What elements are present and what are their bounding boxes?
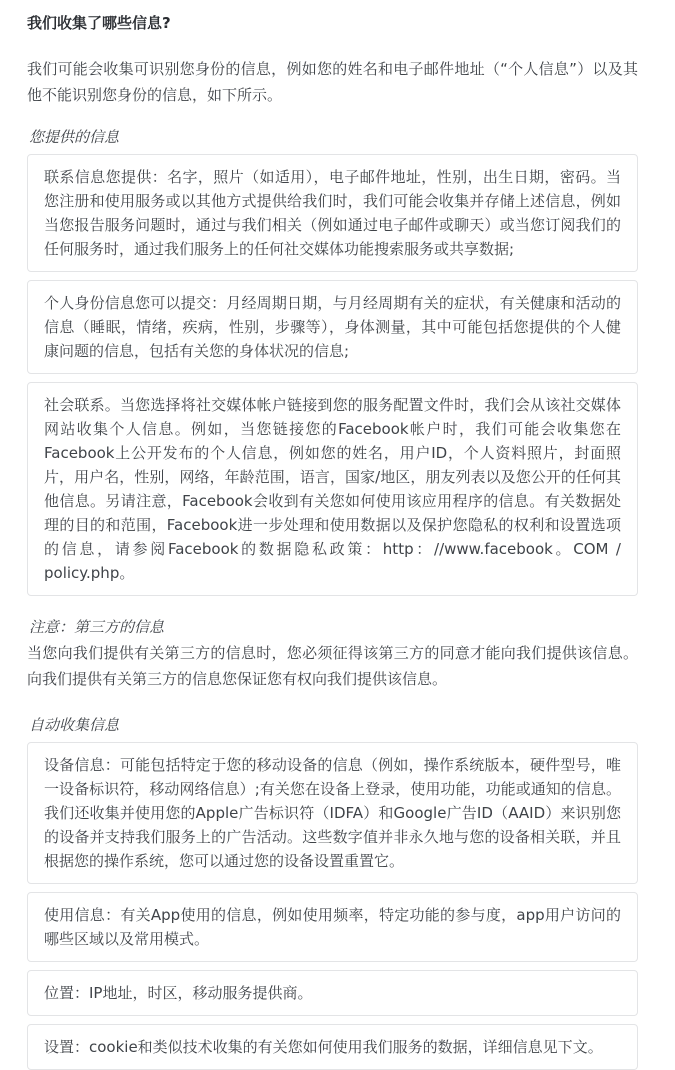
section-heading-information-you-provide: 您提供的信息 [29, 128, 120, 146]
info-box-usage-information: 使用信息：有关App使用的信息，例如使用频率，特定功能的参与度，app用户访问的哪些区域以及常用模式。 [27, 892, 638, 962]
info-box-location: 位置：IP地址，时区，移动服务提供商。 [27, 970, 638, 1016]
info-box-cookies-clipped: 设置：cookie和类似技术收集的有关您如何使用我们服务的数据，详细信息见下文。 [27, 1024, 638, 1070]
third-party-paragraph: 当您向我们提供有关第三方的信息时，您必须征得该第三方的同意才能向我们提供该信息。向我们提供有关第三方的信息您保证您有权向我们提供该信息。 [27, 644, 638, 688]
info-box-personal-identity: 个人身份信息您可以提交：月经周期日期，与月经周期有关的症状，有关健康和活动的信息（睡眠，情绪，疾病，性别，步骤等），身体测量，其中可能包括您提供的个人健康问题的信息，包括有关您的身体状况的信息; [27, 280, 638, 374]
section-heading-auto-collected: 自动收集信息 [29, 716, 120, 734]
info-box-social-connections: 社会联系。当您选择将社交媒体帐户链接到您的服务配置文件时，我们会从该社交媒体网站收集个人信息。例如，当您链接您的Facebook帐户时，我们可能会收集您在Facebook上公开发布的个人信息，例如您的姓名，用户ID，个人资料照片，封面照片，用户名，性别，网络，年龄范围，语言，国家/地区，朋友列表以及您公开的任何其他信息。另请注意，Facebook会收到有关您如何使用该应用程序的信息。有关数据处理的目的和范围，Facebook进一步处理和使用数据以及保护您隐私的权利和设置选项的信息，请参阅Facebook的数据隐私政策：http：//www.facebook。COM / policy.php。 [27, 382, 638, 596]
info-box-contact-information: 联系信息您提供：名字，照片（如适用），电子邮件地址，性别，出生日期，密码。当您注册和使用服务或以其他方式提供给我们时，我们可能会收集并存储上述信息，例如当您报告服务问题时，通过与我们相关（例如通过电子邮件或聊天）或当您订阅我们的任何服务时，通过我们服务上的任何社交媒体功能搜索服务或共享数据; [27, 154, 638, 272]
page-title: 我们收集了哪些信息? [27, 14, 171, 32]
section-heading-third-party: 注意：第三方的信息 [29, 618, 165, 636]
intro-paragraph: 我们可能会收集可识别您身份的信息，例如您的姓名和电子邮件地址（“个人信息”）以及其他不能识别您身份的信息，如下所示。 [27, 60, 638, 104]
info-box-device-information: 设备信息：可能包括特定于您的移动设备的信息（例如，操作系统版本，硬件型号，唯一设备标识符，移动网络信息）;有关您在设备上登录，使用功能，功能或通知的信息。我们还收集并使用您的Apple广告标识符（IDFA）和Google广告ID（AAID）来识别您的设备并支持我们服务上的广告活动。这些数字值并非永久地与您的设备相关联，并且根据您的操作系统，您可以通过您的设备设置重置它。 [27, 742, 638, 884]
